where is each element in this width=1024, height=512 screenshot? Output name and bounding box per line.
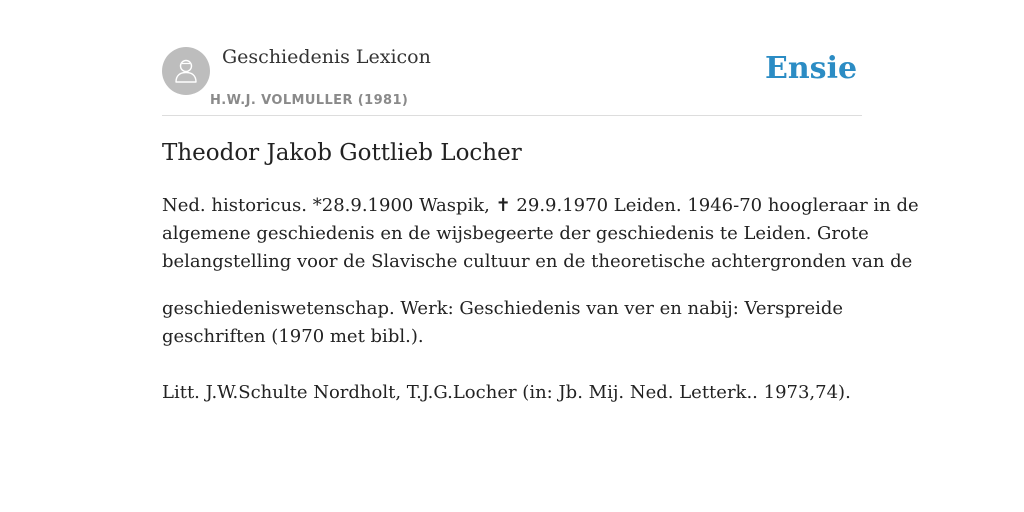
divider [162,115,862,116]
user-icon [162,47,210,95]
paragraph-line: Ned. historicus. *28.9.1900 Waspik, ✝ 29.9.1970 Leiden. 1946-70 hoogleraar in de [162,195,919,216]
entry-title: Theodor Jakob Gottlieb Locher [162,140,522,166]
brand-logo[interactable]: Ensie [765,51,858,86]
author-label[interactable]: H.W.J. VOLMULLER (1981) [210,93,409,108]
entry-paragraph-2 [162,295,862,351]
paragraph-line: geschiedeniswetenschap. Werk: Geschiedenis van ver en nabij: Verspreide [162,298,844,319]
entry-paragraph-1 [162,192,919,276]
source-title[interactable]: Geschiedenis Lexicon [222,46,431,68]
literature-reference: Litt. J.W.Schulte Nordholt, T.J.G.Locher (in: Jb. Mij. Ned. Letterk.. 1973,74). [162,382,851,403]
paragraph-line: geschriften (1970 met bibl.). [162,326,424,347]
paragraph-line: algemene geschiedenis en de wijsbegeerte der geschiedenis te Leiden. Grote [162,223,869,244]
paragraph-line: belangstelling voor de Slavische cultuur en de theoretische achtergronden van de [162,251,913,272]
